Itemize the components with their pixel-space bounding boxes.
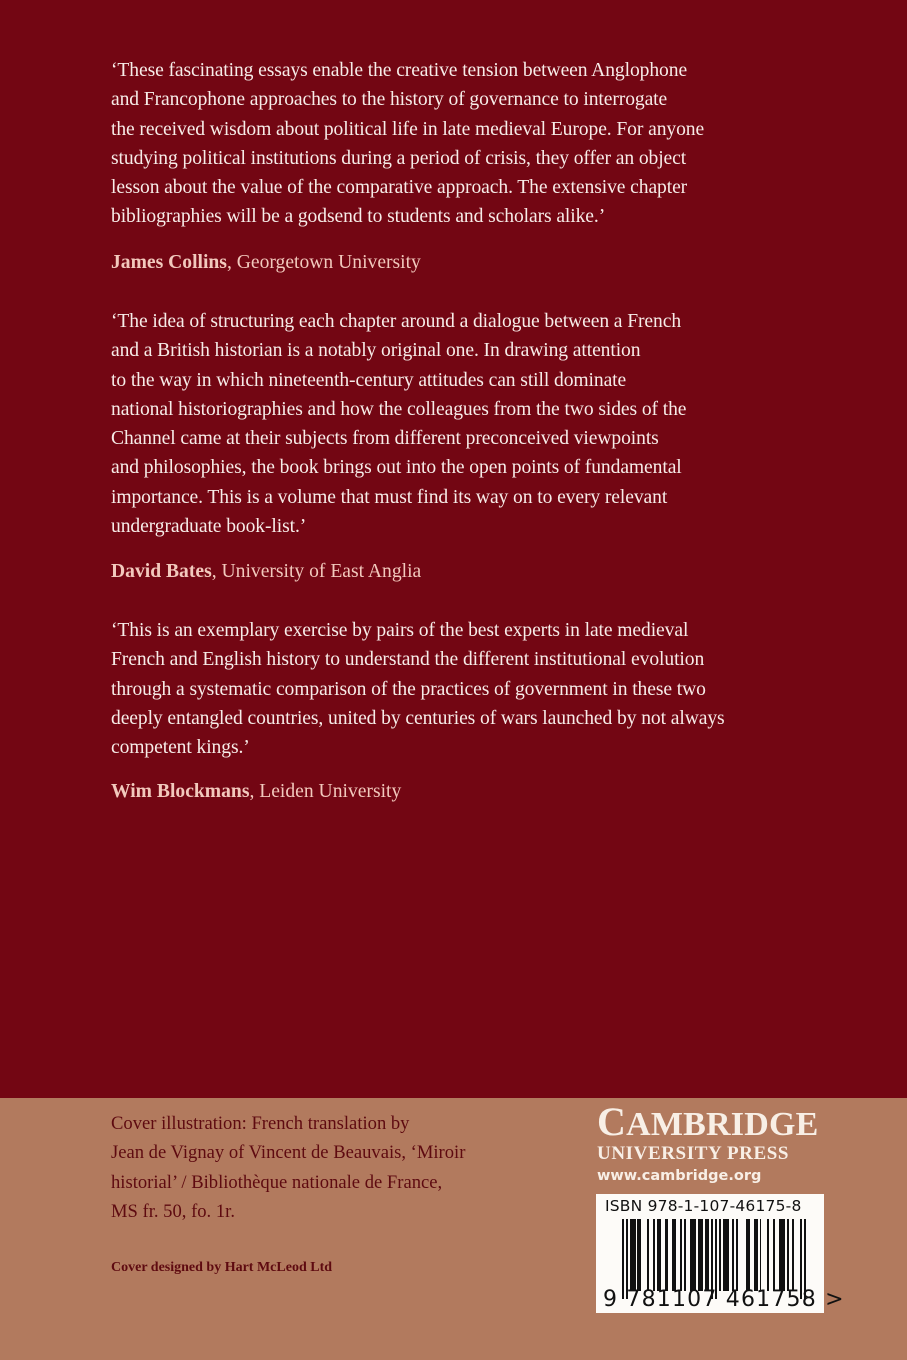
barcode-bar bbox=[637, 1219, 641, 1291]
quote-line: to the way in which nineteenth-century attitudes can still dominate bbox=[111, 369, 627, 391]
quote-line: French and English history to understand the different institutional evolution bbox=[111, 649, 705, 671]
endorsement-quote-2 bbox=[111, 307, 831, 541]
barcode-bar bbox=[767, 1219, 769, 1291]
quote-line: and Francophone approaches to the history of governance to interrogate bbox=[111, 89, 668, 111]
cover-illustration-credit bbox=[111, 1109, 465, 1227]
barcode-bar bbox=[792, 1219, 794, 1291]
quote-line: Channel came at their subjects from different preconceived viewpoints bbox=[111, 428, 659, 450]
quote-line: through a systematic comparison of the practices of government in these two bbox=[111, 678, 706, 700]
isbn-barcode bbox=[596, 1194, 845, 1313]
barcode-bar bbox=[719, 1219, 721, 1291]
barcode-bar bbox=[665, 1219, 669, 1291]
barcode-bar bbox=[746, 1219, 750, 1291]
barcode-bar bbox=[736, 1219, 738, 1291]
barcode-bar bbox=[773, 1219, 775, 1291]
quote-line: and philosophies, the book brings out into the open points of fundamental bbox=[111, 457, 682, 479]
endorser-name: James Collins bbox=[111, 252, 227, 273]
barcode-bar bbox=[657, 1219, 661, 1291]
quote-line: lesson about the value of the comparative approach. The extensive chapter bbox=[111, 177, 688, 199]
endorser-affiliation: , Leiden University bbox=[249, 781, 402, 802]
cambridge-university-press-logo bbox=[597, 1099, 825, 1186]
credit-line: MS fr. 50, fo. 1r. bbox=[111, 1201, 235, 1223]
barcode-bar bbox=[630, 1219, 636, 1291]
credit-line: historial’ / Bibliothèque nationale de France, bbox=[111, 1171, 443, 1193]
quote-line: ‘These fascinating essays enable the creative tension between Anglophone bbox=[111, 60, 688, 81]
barcode-bar bbox=[647, 1219, 649, 1291]
quote-line: national historiographies and how the colleagues from the two sides of the bbox=[111, 398, 687, 420]
barcode-bar bbox=[680, 1219, 682, 1291]
barcode-bar bbox=[653, 1219, 655, 1291]
publisher-wordmark bbox=[597, 1099, 825, 1144]
wordmark-initial: C bbox=[597, 1099, 627, 1144]
isbn-digits: 9 781107 461758 > bbox=[603, 1287, 845, 1312]
endorser-name: Wim Blockmans bbox=[111, 781, 250, 802]
quote-line: and a British historian is a notably original one. In drawing attention bbox=[111, 340, 641, 362]
quote-line: importance. This is a volume that must find its way on to every relevant bbox=[111, 486, 668, 508]
quote-line: deeply entangled countries, united by centuries of wars launched by not always bbox=[111, 707, 725, 729]
quote-line: undergraduate book-list.’ bbox=[111, 516, 307, 538]
barcode-bar bbox=[779, 1219, 785, 1291]
quote-line: the received wisdom about political life in late medieval Europe. For anyone bbox=[111, 118, 705, 140]
quote-line: competent kings.’ bbox=[111, 737, 250, 759]
barcode-bar bbox=[787, 1219, 789, 1291]
endorsement-attribution-2 bbox=[111, 560, 421, 584]
wordmark-rest: AMBRIDGE bbox=[626, 1106, 819, 1143]
quote-line: ‘The idea of structuring each chapter around a dialogue between a French bbox=[111, 311, 682, 332]
barcode-bar bbox=[672, 1219, 676, 1291]
quote-line: bibliographies will be a godsend to students and scholars alike.’ bbox=[111, 206, 606, 228]
endorsement-attribution-3 bbox=[111, 780, 401, 804]
barcode-bar bbox=[732, 1219, 734, 1291]
credit-line: Jean de Vignay of Vincent de Beauvais, ‘Miroir bbox=[111, 1142, 466, 1164]
barcode-bar bbox=[698, 1219, 704, 1291]
credit-line: Cover illustration: French translation by bbox=[111, 1113, 410, 1134]
barcode-bar bbox=[754, 1219, 758, 1291]
barcode-bar bbox=[690, 1219, 696, 1291]
endorsement-quote-3 bbox=[111, 616, 831, 762]
quote-line: studying political institutions during a period of crisis, they offer an object bbox=[111, 147, 687, 169]
endorser-affiliation: , University of East Anglia bbox=[211, 561, 422, 582]
barcode-bar bbox=[723, 1219, 729, 1291]
cover-designer-credit: Cover designed by Hart McLeod Ltd bbox=[111, 1260, 333, 1275]
publisher-url: www.cambridge.org bbox=[597, 1168, 762, 1184]
endorser-name: David Bates bbox=[111, 561, 212, 582]
quote-line: ‘This is an exemplary exercise by pairs of the best experts in late medieval bbox=[111, 620, 689, 641]
barcode-bar bbox=[684, 1219, 686, 1291]
endorsement-quote-1 bbox=[111, 56, 831, 232]
barcode-bar bbox=[705, 1219, 709, 1291]
publisher-subline: UNIVERSITY PRESS bbox=[597, 1143, 790, 1164]
endorser-affiliation: , Georgetown University bbox=[226, 252, 421, 273]
barcode-bar bbox=[760, 1219, 762, 1291]
isbn-label: ISBN 978-1-107-46175-8 bbox=[605, 1197, 802, 1215]
endorsement-attribution-1 bbox=[111, 251, 421, 275]
barcode-bars bbox=[622, 1219, 806, 1291]
